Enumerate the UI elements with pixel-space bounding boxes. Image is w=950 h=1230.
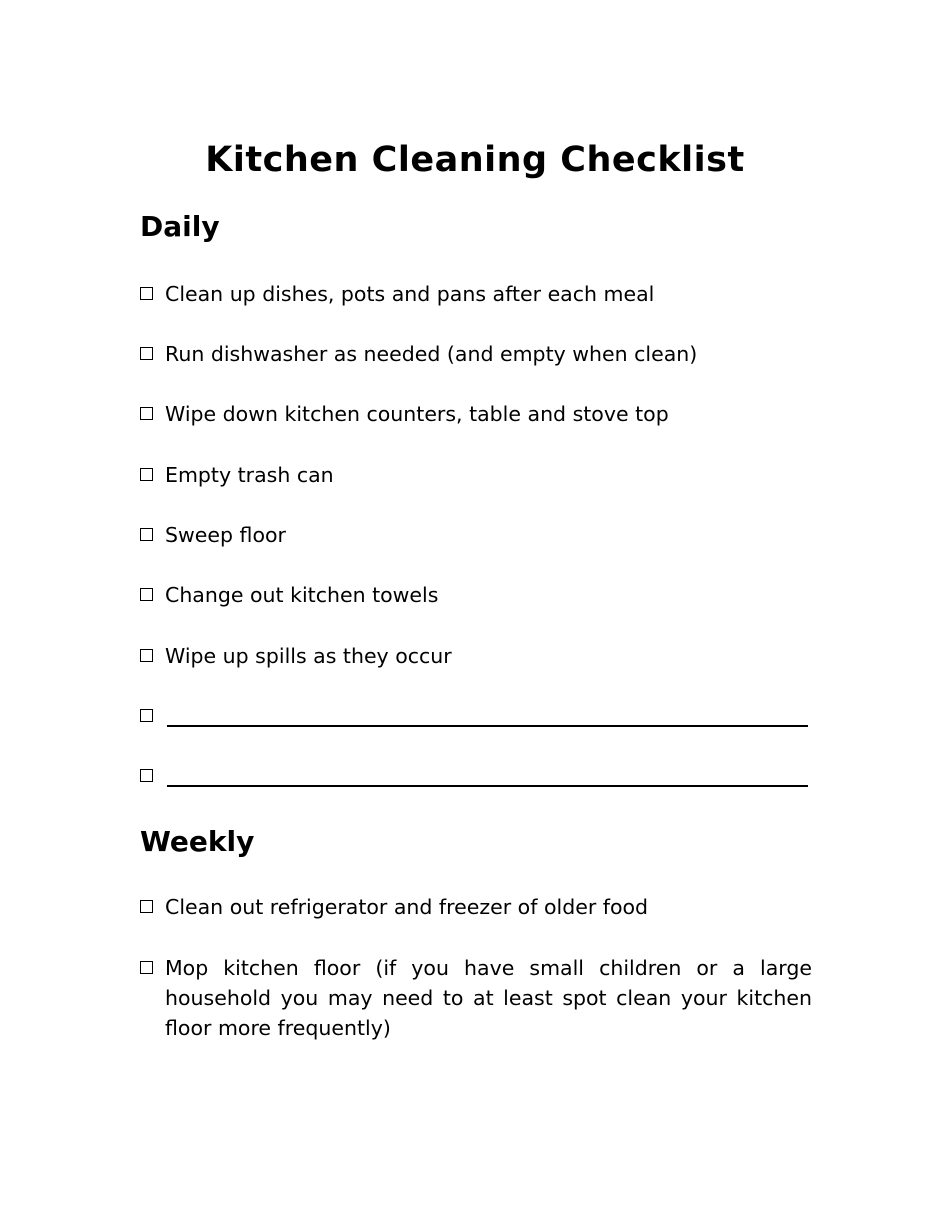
checklist-item xyxy=(140,399,812,429)
checklist-item xyxy=(140,580,812,610)
checklist-item-label: Clean up dishes, pots and pans after each meal xyxy=(165,282,655,306)
checkbox-icon[interactable] xyxy=(140,468,153,481)
checklist-item-label: Empty trash can xyxy=(165,463,334,487)
checkbox-icon[interactable] xyxy=(140,961,153,974)
checklist-item-label: Change out kitchen towels xyxy=(165,583,439,607)
checkbox-icon[interactable] xyxy=(140,407,153,420)
checkbox-icon[interactable] xyxy=(140,900,153,913)
checkbox-icon[interactable] xyxy=(140,649,153,662)
checklist-item-label: Run dishwasher as needed (and empty when clean) xyxy=(165,342,698,366)
checklist-item xyxy=(140,460,812,490)
section-heading-daily: Daily xyxy=(140,210,220,243)
checkbox-icon[interactable] xyxy=(140,588,153,601)
checklist-item xyxy=(140,339,812,369)
checklist-item xyxy=(140,520,812,550)
section-heading-weekly: Weekly xyxy=(140,825,255,858)
checklist-item-blank xyxy=(140,701,812,727)
checklist-item-blank xyxy=(140,761,812,787)
checklist-item-label: Wipe down kitchen counters, table and stove top xyxy=(165,402,669,426)
checklist-item-label: Sweep floor xyxy=(165,523,286,547)
checkbox-icon[interactable] xyxy=(140,709,153,722)
checklist-item xyxy=(140,892,812,922)
checkbox-icon[interactable] xyxy=(140,347,153,360)
checklist-item xyxy=(140,279,812,309)
checklist-item-label: Wipe up spills as they occur xyxy=(165,644,452,668)
checklist-item-label: Mop kitchen floor (if you have small children or a large household you may need to at least spot clean your kitchen floor more frequently) xyxy=(165,956,812,1040)
checklist-item xyxy=(140,953,812,1043)
blank-write-in-line[interactable] xyxy=(167,761,808,787)
checkbox-icon[interactable] xyxy=(140,528,153,541)
checklist-item xyxy=(140,641,812,671)
page-title: Kitchen Cleaning Checklist xyxy=(205,140,745,180)
checkbox-icon[interactable] xyxy=(140,769,153,782)
checklist-item-label: Clean out refrigerator and freezer of older food xyxy=(165,895,649,919)
checkbox-icon[interactable] xyxy=(140,287,153,300)
blank-write-in-line[interactable] xyxy=(167,701,808,727)
